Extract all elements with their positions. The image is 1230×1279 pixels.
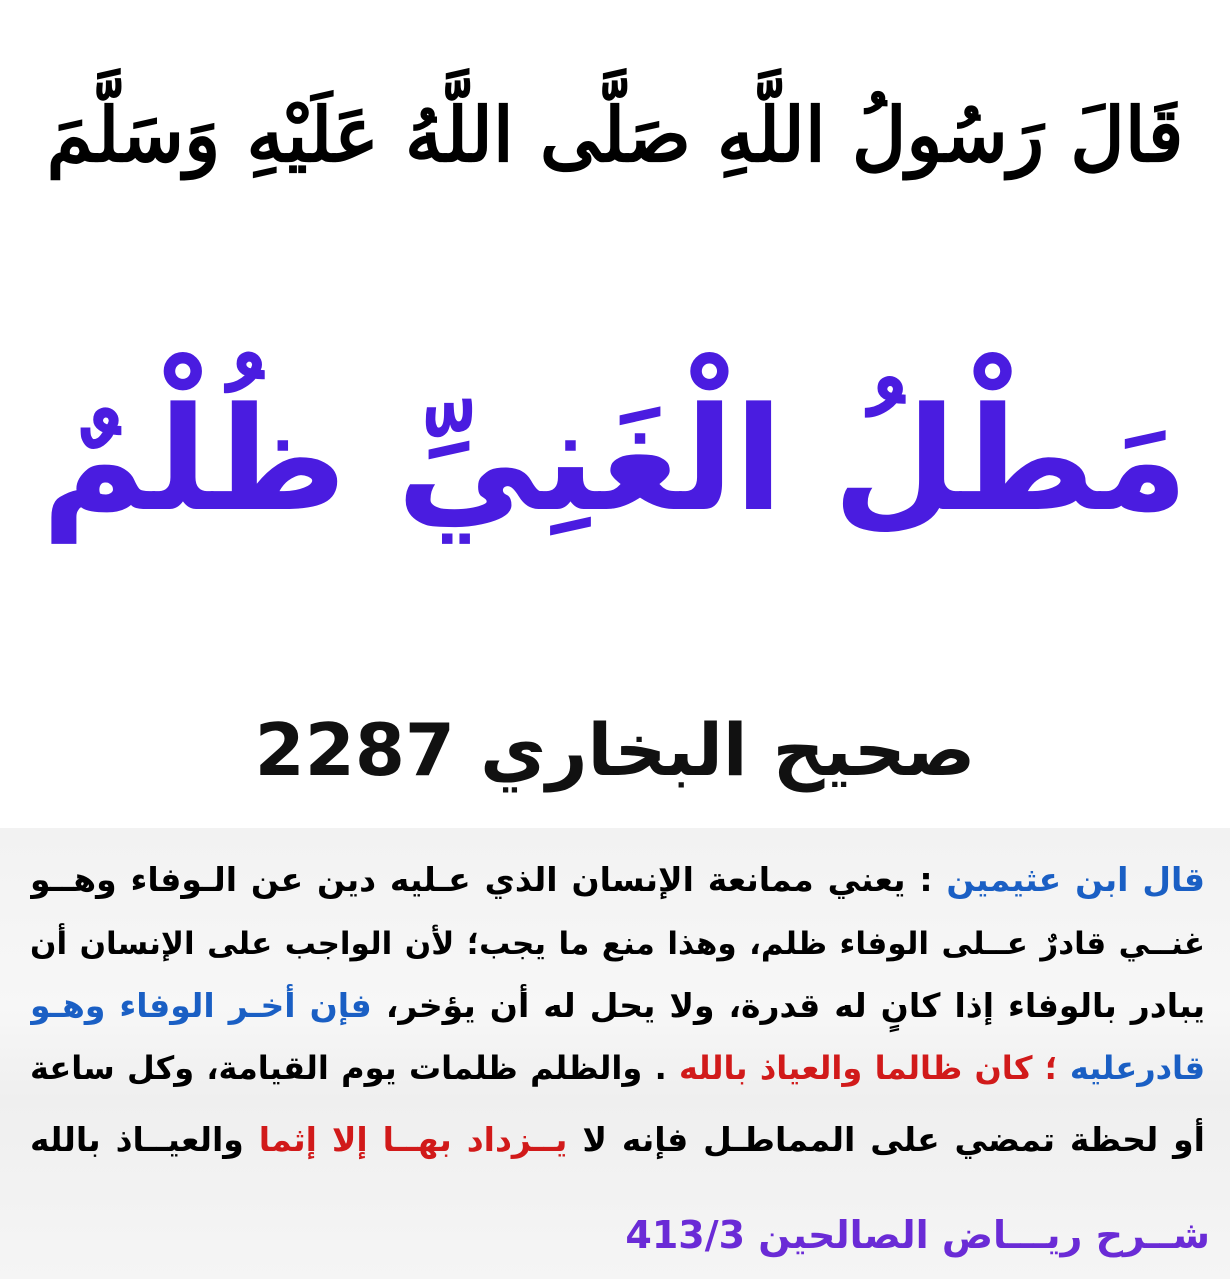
header-calligraphy: قَالَ رَسُولُ اللَّهِ صَلَّى اللَّهُ عَلَيْهِ وَسَلَّمَ	[46, 91, 1184, 179]
commentary-line-5-red: يــزداد بهــا إلا إثما	[258, 1120, 568, 1159]
commentary-line-2-text: غنــي قادرٌ عــلى الوفاء ظلم، وهذا منع ما يجب؛ لأن الواجب على الإنسان أن	[30, 926, 1205, 962]
commentary-line-4	[30, 1040, 1205, 1096]
commentary-line-4-blue: قادرعليه	[1069, 1049, 1205, 1087]
commentary-line-5	[30, 1112, 1205, 1168]
commentary-line-5-start: أو لحظة تمضي على المماطـل فإنه لا	[567, 1120, 1205, 1159]
commentary-line-3-highlight: فإن أخـر الوفاء وهـو	[30, 986, 372, 1025]
footer-reference: شــرح ريـــاض الصالحين 413/3	[625, 1213, 1210, 1257]
hadith-source: صحيح البخاري 2287	[254, 708, 976, 792]
commentary-line-1	[30, 852, 1205, 908]
commentary-line-3-text: يبادر بالوفاء إذا كانٍ له قدرة، ولا يحل له أن يؤخر،	[371, 986, 1205, 1025]
commentary-line-4-text: . والظلم ظلمات يوم القيامة، وكل ساعة	[30, 1049, 680, 1087]
commentary-line-1-text: : يعني ممانعة الإنسان الذي عـليه دين عن الـوفاء وهــو	[30, 860, 947, 899]
commentary-line-3	[30, 978, 1205, 1034]
commentary-line-2	[30, 916, 1205, 972]
hadith-text: مَطْلُ الْغَنِيِّ ظُلْمٌ	[41, 376, 1189, 543]
commentary-line-4-red: ؛ كان ظالما والعياذ بالله	[679, 1049, 1070, 1087]
commentary-speaker: قال ابن عثيمين	[946, 860, 1205, 899]
commentary-line-5-end: والعيــاذ بالله	[30, 1120, 259, 1159]
